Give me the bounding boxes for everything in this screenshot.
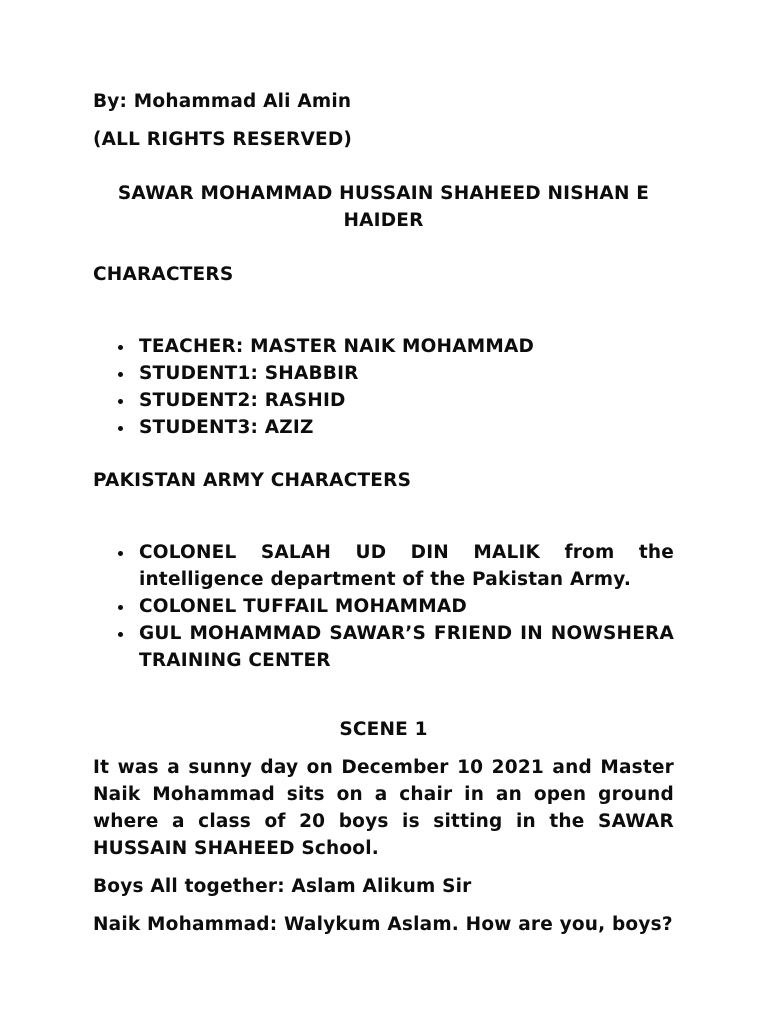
list-item: STUDENT2: RASHID — [139, 387, 674, 414]
dialogue-line: Boys All together: Aslam Alikum Sir — [93, 876, 472, 897]
list-item: COLONEL TUFFAIL MOHAMMAD — [139, 593, 674, 620]
list-item: STUDENT3: AZIZ — [139, 414, 674, 441]
characters-heading: CHARACTERS — [93, 264, 234, 285]
army-characters-list — [93, 539, 674, 674]
author-line: By: Mohammad Ali Amin — [93, 91, 352, 112]
play-title: SAWAR MOHAMMAD HUSSAIN SHAHEED NISHAN E HAIDER — [117, 183, 650, 231]
list-item: TEACHER: MASTER NAIK MOHAMMAD — [139, 333, 674, 360]
list-item: STUDENT1: SHABBIR — [139, 360, 674, 387]
dialogue-line: Naik Mohammad: Walykum Aslam. How are you, boys? — [93, 914, 673, 935]
army-characters-heading: PAKISTAN ARMY CHARACTERS — [93, 470, 412, 491]
characters-list — [93, 333, 674, 441]
list-item: GUL MOHAMMAD SAWAR’S FRIEND IN NOWSHERA TRAINING CENTER — [139, 620, 674, 674]
scene-title: SCENE 1 — [339, 719, 428, 740]
document-page — [93, 88, 674, 949]
list-item: COLONEL SALAH UD DIN MALIK from the intelligence department of the Pakistan Army. — [139, 539, 674, 593]
rights-notice: (ALL RIGHTS RESERVED) — [93, 129, 353, 150]
scene-paragraph: It was a sunny day on December 10 2021 and Master Naik Mohammad sits on a chair in an open ground where a class of 20 boys is sitting in the SAWAR HUSSAIN SHAHEED School. — [93, 757, 674, 859]
